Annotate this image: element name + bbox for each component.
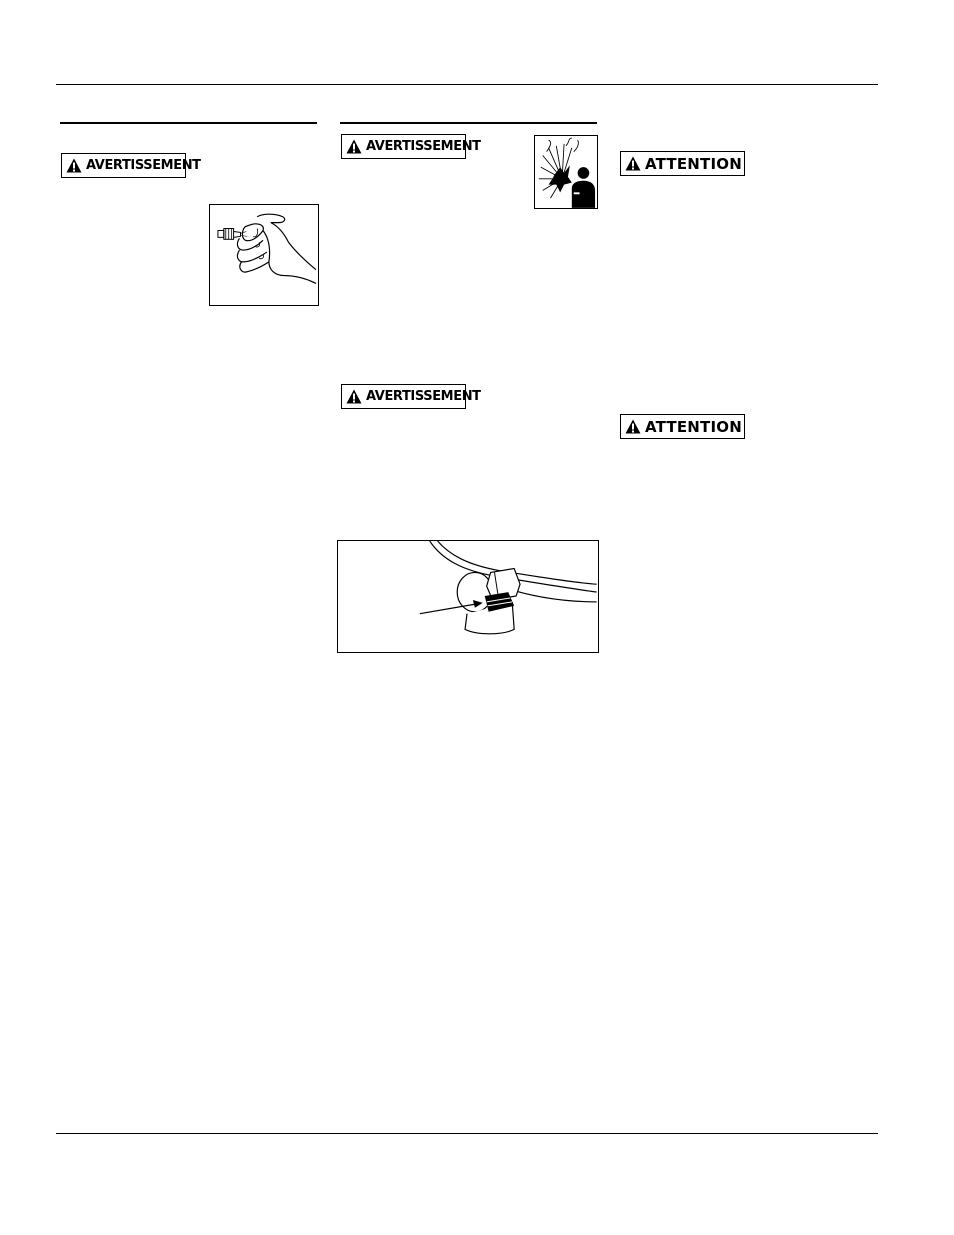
hand-illustration: [210, 205, 318, 305]
warning-label-col2-bottom: [341, 384, 481, 409]
warning-label-text: AVERTISSEMENT: [366, 389, 481, 404]
drain-valve-illustration: [338, 541, 598, 652]
col1-section-rule: [60, 122, 317, 124]
explosion-hazard-figure: [534, 135, 598, 209]
caution-label-text: ATTENTION: [645, 154, 742, 173]
warning-label-text: AVERTISSEMENT: [86, 158, 201, 173]
warning-label-col1: [61, 153, 201, 178]
col2-section-rule: [340, 122, 597, 124]
warning-label-text: AVERTISSEMENT: [366, 139, 481, 154]
caution-label-col3-top: [620, 151, 745, 176]
warning-triangle-icon: [625, 419, 641, 434]
caution-label-col3-bottom: [620, 414, 745, 439]
warning-triangle-icon: [66, 158, 82, 173]
caution-label-text: ATTENTION: [645, 417, 742, 436]
warning-triangle-icon: [346, 139, 362, 154]
footer-rule: [56, 1133, 878, 1134]
header-rule: [56, 84, 878, 85]
warning-triangle-icon: [346, 389, 362, 404]
warning-label-col2-top: [341, 134, 481, 159]
explosion-person-icon: [535, 136, 597, 208]
hand-air-jet-figure: [209, 204, 319, 306]
warning-triangle-icon: [625, 156, 641, 171]
tank-drain-valve-figure: [337, 540, 599, 653]
